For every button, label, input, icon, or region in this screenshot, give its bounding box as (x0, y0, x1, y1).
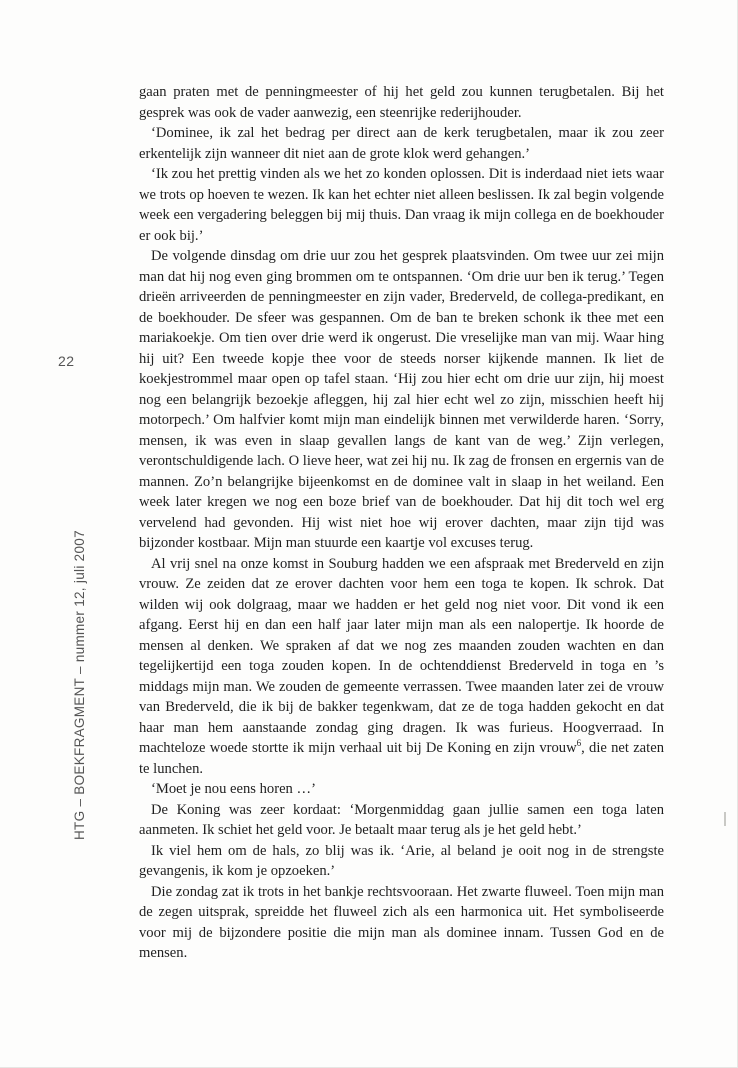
paragraph-3: ‘Ik zou het prettig vinden als we het zo konden oplossen. Dit is inderdaad niet iets waar we trots op hoeven te wezen. Ik kan het echter niet alleen beslissen. Ik zal begin volgende week een vergadering beleggen bij mij thuis. Dan vraag ik mijn collega en de boekhouder er ook bij.’ (139, 166, 664, 244)
paragraph-5 (139, 554, 664, 780)
paragraph-6: ‘Moet je nou eens horen …’ (151, 781, 316, 797)
paragraph-9: Die zondag zat ik trots in het bankje rechtsvooraan. Het zwarte fluweel. Toen mijn man de zegen uitsprak, spreidde het fluweel zich als een harmonica uit. Het symboliseerde voor mij de bijzondere positie die mijn man als dominee innam. Tussen God en de mensen. (139, 883, 664, 961)
body-text (139, 82, 664, 964)
paragraph-5-tail: , die net zaten te lunchen. (139, 740, 664, 777)
running-footer: HTG – BOEKFRAGMENT – nummer 12, juli 2007 (72, 530, 87, 840)
paragraph-7: De Koning was zeer kordaat: ‘Morgenmiddag gaan jullie samen een toga laten aanmeten. Ik schiet het geld voor. Je betaalt maar terug als je het geld hebt.’ (139, 801, 664, 838)
paragraph-5-text: Al vrij snel na onze komst in Souburg hadden we een afspraak met Brederveld en zijn vrouw. Ze zeiden dat ze erover dachten voor hem een toga te kopen. Ik schrok. Dat wilden wij ook dolgraag, maar we hadden er het geld nog niet voor. Dit vond ik een afgang. Eerst hij en dan een half jaar later mijn man als een nalopertje. Ik hoorde de mensen al denken. We spraken af dat we nog zes maanden zouden wachten en dan tegelijkertijd een toga zouden kopen. In de ochtenddienst Brederveld in toga en ’s middags mijn man. We zouden de gemeente verrassen. Twee maanden later zei de vrouw van Brederveld, die ik bij de bakker tegenkwam, dat ze de toga hadden gekocht en dat haar man hem aanstaande zondag ging dragen. Ik was furieus. Hoogverraad. In machteloze woede stortte ik mijn verhaal uit bij De Koning en zijn vrouw (139, 555, 664, 756)
paragraph-4: De volgende dinsdag om drie uur zou het gesprek plaatsvinden. Om twee uur zei mijn man dat hij nog even ging brommen om te ontspannen. ‘Om drie uur ben ik terug.’ Tegen drieën arriveerden de penningmeester en zijn vader, Brederveld, de collega-predikant, en de boekhouder. De sfeer was gespannen. Om de ban te breken schonk ik thee met een mariakoekje. Om tien over drie werd ik ongerust. Die vreselijke man van mij. Waar hing hij uit? Een tweede kopje thee voor de steeds norser kijkende mannen. Ik liet de koekjestrommel maar open op tafel staan. ‘Hij zou hier echt om drie uur zijn, hij moest nog een belangrijk bezoekje afleggen, hij zal hier echt wel zo zijn, misschien heeft hij motorpech.’ Om halfvier komt mijn man eindelijk binnen met verwilderde haren. ‘Sorry, mensen, ik was even in slaap gevallen langs de kant van de weg.’ Zijn verlegen, verontschuldigende lach. O lieve heer, wat zei hij nu. Ik zag de fronsen en ergernis van de mannen. Zo’n belangrijke bijeenkomst en de dominee valt in slaap in het weiland. Een week later kregen we nog een boze brief van de boekhouder. Dat hij dit toch wel erg vervelend had gevonden. Hij wist niet hoe wij erover dachten, maar zijn tijd was bijzonder kostbaar. Mijn man stuurde een kaartje vol excuses terug. (139, 248, 664, 551)
page-number: 22 (58, 353, 75, 369)
margin-mark (724, 812, 726, 826)
paragraph-8: Ik viel hem om de hals, zo blij was ik. ‘Arie, al beland je ooit nog in de strengste gevangenis, ik kom je opzoeken.’ (139, 842, 664, 879)
footnote-ref: 6 (576, 738, 582, 749)
paragraph-1: gaan praten met de penningmeester of hij het geld zou kunnen terugbetalen. Bij het gesprek was ook de vader aanwezig, een steenrijke rederijhouder. (139, 84, 664, 121)
paragraph-2: ‘Dominee, ik zal het bedrag per direct aan de kerk terugbetalen, maar ik zou zeer erkentelijk zijn wanneer dit niet aan de grote klok werd gehangen.’ (139, 125, 664, 162)
